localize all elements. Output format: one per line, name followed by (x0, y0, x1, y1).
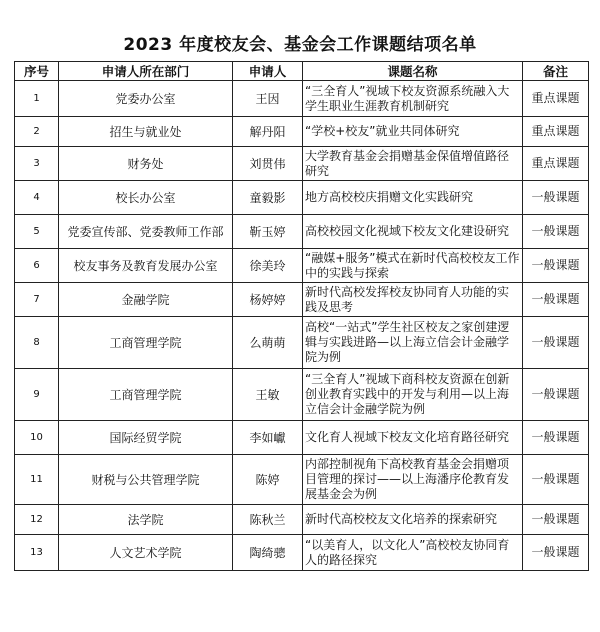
cell-no: 3 (15, 147, 59, 181)
cell-note: 一般课题 (523, 455, 589, 505)
cell-no: 6 (15, 249, 59, 283)
table-row (15, 181, 589, 215)
cell-applicant: 李如巘 (233, 421, 303, 455)
cell-no: 9 (15, 369, 59, 421)
cell-dept: 财税与公共管理学院 (59, 455, 233, 505)
cell-dept: 工商管理学院 (59, 317, 233, 369)
cell-applicant: 王敏 (233, 369, 303, 421)
cell-no: 8 (15, 317, 59, 369)
table-body (15, 81, 589, 571)
result-table (14, 61, 589, 571)
cell-dept: 财务处 (59, 147, 233, 181)
cell-dept: 工商管理学院 (59, 369, 233, 421)
table-row (15, 249, 589, 283)
cell-dept: 国际经贸学院 (59, 421, 233, 455)
table-row (15, 421, 589, 455)
table-row (15, 283, 589, 317)
cell-note: 重点课题 (523, 81, 589, 117)
cell-topic: “三全育人”视域下商科校友资源在创新创业教育实践中的开发与利用—以上海立信会计金融学院为例 (303, 369, 523, 421)
cell-note: 一般课题 (523, 421, 589, 455)
header-note: 备注 (523, 62, 589, 81)
cell-note: 一般课题 (523, 369, 589, 421)
cell-note: 一般课题 (523, 215, 589, 249)
header-topic: 课题名称 (303, 62, 523, 81)
cell-topic: 文化育人视域下校友文化培育路径研究 (303, 421, 523, 455)
table-row (15, 81, 589, 117)
page-title: 2023 年度校友会、基金会工作课题结项名单 (123, 35, 477, 55)
cell-applicant: 么萌萌 (233, 317, 303, 369)
table-row (15, 147, 589, 181)
cell-no: 12 (15, 505, 59, 535)
cell-note: 一般课题 (523, 317, 589, 369)
cell-dept: 人文艺术学院 (59, 535, 233, 571)
cell-no: 10 (15, 421, 59, 455)
cell-note: 一般课题 (523, 535, 589, 571)
cell-no: 5 (15, 215, 59, 249)
cell-topic: “学校+校友”就业共同体研究 (303, 117, 523, 147)
cell-dept: 校长办公室 (59, 181, 233, 215)
cell-applicant: 刘贯伟 (233, 147, 303, 181)
table-row (15, 535, 589, 571)
cell-applicant: 杨婷婷 (233, 283, 303, 317)
cell-no: 11 (15, 455, 59, 505)
table-header-row (15, 62, 589, 81)
table-row (15, 117, 589, 147)
cell-applicant: 王因 (233, 81, 303, 117)
cell-no: 7 (15, 283, 59, 317)
header-name: 申请人 (233, 62, 303, 81)
cell-applicant: 靳玉婷 (233, 215, 303, 249)
cell-topic: “三全育人”视域下校友资源系统融入大学生职业生涯教育机制研究 (303, 81, 523, 117)
cell-topic: “融媒+服务”模式在新时代高校校友工作中的实践与探索 (303, 249, 523, 283)
cell-dept: 法学院 (59, 505, 233, 535)
cell-topic: 新时代高校发挥校友协同育人功能的实践及思考 (303, 283, 523, 317)
cell-note: 重点课题 (523, 147, 589, 181)
cell-no: 2 (15, 117, 59, 147)
cell-topic: 内部控制视角下高校教育基金会捐赠项目管理的探讨——以上海潘序伦教育发展基金会为例 (303, 455, 523, 505)
cell-topic: 新时代高校校友文化培养的探索研究 (303, 505, 523, 535)
cell-note: 一般课题 (523, 505, 589, 535)
table-row (15, 505, 589, 535)
table-row (15, 369, 589, 421)
cell-topic: “以美育人，以文化人”高校校友协同育人的路径探究 (303, 535, 523, 571)
cell-note: 一般课题 (523, 283, 589, 317)
cell-topic: 大学教育基金会捐赠基金保值增值路径研究 (303, 147, 523, 181)
table-row (15, 455, 589, 505)
cell-note: 一般课题 (523, 181, 589, 215)
cell-applicant: 徐美玲 (233, 249, 303, 283)
cell-dept: 校友事务及教育发展办公室 (59, 249, 233, 283)
header-dept: 申请人所在部门 (59, 62, 233, 81)
cell-no: 13 (15, 535, 59, 571)
cell-note: 一般课题 (523, 249, 589, 283)
cell-applicant: 解丹阳 (233, 117, 303, 147)
cell-applicant: 陈婷 (233, 455, 303, 505)
cell-no: 1 (15, 81, 59, 117)
table-row (15, 317, 589, 369)
cell-applicant: 童毅影 (233, 181, 303, 215)
header-no: 序号 (15, 62, 59, 81)
cell-topic: 地方高校校庆捐赠文化实践研究 (303, 181, 523, 215)
cell-dept: 党委办公室 (59, 81, 233, 117)
cell-no: 4 (15, 181, 59, 215)
cell-dept: 招生与就业处 (59, 117, 233, 147)
cell-dept: 金融学院 (59, 283, 233, 317)
cell-topic: 高校“一站式”学生社区校友之家创建逻辑与实践进路—以上海立信会计金融学院为例 (303, 317, 523, 369)
cell-applicant: 陶绮骢 (233, 535, 303, 571)
cell-applicant: 陈秋兰 (233, 505, 303, 535)
cell-note: 重点课题 (523, 117, 589, 147)
table-row (15, 215, 589, 249)
cell-topic: 高校校园文化视域下校友文化建设研究 (303, 215, 523, 249)
cell-dept: 党委宣传部、党委教师工作部 (59, 215, 233, 249)
